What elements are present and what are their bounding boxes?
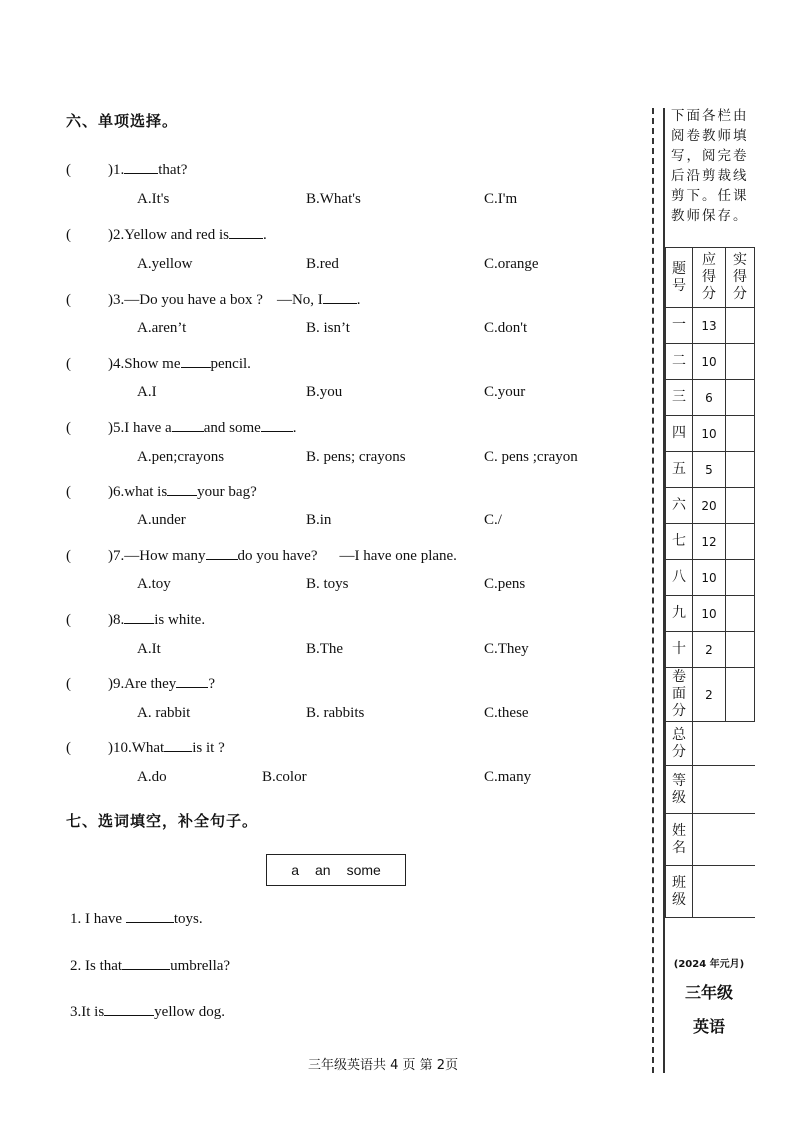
answer-blank[interactable] [126,908,174,923]
word-bank-word: some [346,862,381,878]
option-c: C.don't [484,320,528,336]
question-text: that? [158,162,188,178]
question-text: )7.—How many [108,548,206,564]
row-label: 七 [666,524,693,560]
option-a: A.do [137,769,167,785]
question-text: is it ? [192,740,225,756]
section-title-single-choice: 六、单项选择。 [66,112,179,130]
question-8 [66,609,205,629]
answer-paren[interactable]: ( [66,162,71,178]
word-bank-word: an [314,862,331,878]
answer-blank[interactable] [104,1001,154,1016]
answer-blank[interactable] [124,159,158,174]
row-actual-score-cell[interactable] [726,596,755,632]
question-2 [66,224,267,244]
score-table [665,247,755,918]
word-bank-word: a [291,862,299,878]
cut-line-dashed [652,108,654,1073]
question-text: )3.—Do you have a box ? [108,292,263,308]
answer-paren[interactable]: ( [66,227,71,243]
section-title-fill-in: 七、选词填空，补全句子。 [66,812,259,830]
row-full-score: 13 [693,308,726,344]
option-b: B.in [306,512,332,528]
question-text: your bag? [197,484,257,500]
option-b: B.The [306,641,344,657]
answer-blank[interactable] [167,481,197,496]
question-text: )2.Yellow and red is [108,227,229,243]
question-text: is white. [154,612,206,628]
option-c: C.I'm [484,191,518,207]
row-actual-score-cell[interactable] [726,524,755,560]
answer-blank[interactable] [261,417,293,432]
row-actual-score-cell[interactable] [726,452,755,488]
answer-blank[interactable] [176,673,208,688]
answer-paren[interactable]: ( [66,420,71,436]
row-full-score: 10 [693,344,726,380]
option-a: A.aren’t [137,320,187,336]
row-full-score: 2 [693,668,726,722]
question-9 [66,673,215,693]
answer-paren[interactable]: ( [66,676,71,692]
question-reply: —I have one plane. [339,548,457,564]
answer-paren[interactable]: ( [66,356,71,372]
option-c: C.orange [484,256,539,272]
row-label: 卷 面 分 [666,668,693,722]
option-c: C.many [484,769,532,785]
answer-blank[interactable] [323,289,357,304]
question-7 [66,545,457,565]
answer-paren[interactable]: ( [66,292,71,308]
question-1 [66,159,187,179]
row-label: 三 [666,380,693,416]
student-name-row-cell[interactable] [693,814,755,866]
row-full-score: 10 [693,596,726,632]
answer-blank[interactable] [181,353,211,368]
question-text: )4.Show me [108,356,181,372]
answer-paren[interactable]: ( [66,740,71,756]
answer-blank[interactable] [124,609,154,624]
answer-paren[interactable]: ( [66,548,71,564]
row-actual-score-cell[interactable] [726,344,755,380]
question-10 [66,737,225,757]
question-text: . [262,227,267,243]
question-3 [66,289,361,309]
subject: 英语 [692,1017,725,1036]
class-row-label: 班 级 [666,866,693,918]
fill-sentence-3: 3.It is yellow dog. [70,1001,225,1021]
option-a: A.toy [137,576,171,592]
question-text: )5.I have a [108,420,172,436]
option-a: A.It [137,641,161,657]
question-text: )9.Are they [108,676,177,692]
question-text: . [356,292,361,308]
option-c: C.these [484,705,529,721]
grade-level: 三年级 [684,983,733,1002]
row-full-score: 20 [693,488,726,524]
option-b: B. toys [306,576,349,592]
row-full-score: 12 [693,524,726,560]
question-6 [66,481,257,501]
word-bank-box [266,854,406,886]
option-a: A.under [137,512,186,528]
row-actual-score-cell[interactable] [726,308,755,344]
option-a: A.It's [137,191,170,207]
total-score-row-label: 总 分 [666,722,693,766]
question-text: do you have? [237,548,318,564]
row-actual-score-cell[interactable] [726,560,755,596]
option-b: B. isn’t [306,320,350,336]
option-c: C.your [484,384,526,400]
option-a: A.yellow [137,256,193,272]
option-c: C.They [484,641,529,657]
question-text: ? [208,676,215,692]
row-actual-score-cell[interactable] [726,488,755,524]
question-text: )6.what is [108,484,168,500]
row-full-score: 2 [693,632,726,668]
row-actual-score-cell[interactable] [726,416,755,452]
row-actual-score-cell[interactable] [726,668,755,722]
row-full-score: 5 [693,452,726,488]
fill-sentence-1: 1. I have toys. [70,908,203,928]
answer-blank[interactable] [206,545,238,560]
option-c: C. pens ;crayon [484,449,578,465]
question-text: )1. [108,162,125,178]
row-label: 一 [666,308,693,344]
row-label: 二 [666,344,693,380]
class-row-cell[interactable] [693,866,755,918]
row-actual-score-cell[interactable] [726,632,755,668]
question-5 [66,417,297,437]
exam-date: (2024 年元月) [673,959,745,970]
option-a: A.pen;crayons [137,449,225,465]
answer-blank[interactable] [172,417,204,432]
header-full-score: 应 得 分 [693,248,726,308]
option-c: C.pens [484,576,526,592]
grader-note: 下面各栏由阅卷教师填写，阅完卷后沿剪裁线剪下。任课教师保存。 [671,108,749,224]
option-a: A.I [137,384,157,400]
answer-blank[interactable] [164,737,192,752]
option-b: B. rabbits [306,705,365,721]
answer-paren[interactable]: ( [66,484,71,500]
option-a: A. rabbit [137,705,191,721]
row-label: 十 [666,632,693,668]
question-reply: —No, I [276,292,323,308]
row-full-score: 10 [693,416,726,452]
option-b: B.What's [306,191,361,207]
question-text: and some [203,420,261,436]
page-footer: 三年级英语共 4 页 第 2页 [308,1058,459,1073]
question-text: . [292,420,297,436]
answer-blank[interactable] [229,224,263,239]
row-label: 九 [666,596,693,632]
row-label: 五 [666,452,693,488]
option-b: B. pens; crayons [306,449,406,465]
header-actual-score: 实 得 分 [726,248,755,308]
row-full-score: 10 [693,560,726,596]
option-b: B.you [306,384,343,400]
total-score-row-cell[interactable] [693,722,755,766]
question-text: )10.What [108,740,165,756]
row-label: 四 [666,416,693,452]
row-label: 八 [666,560,693,596]
student-name-row-label: 姓 名 [666,814,693,866]
row-full-score: 6 [693,380,726,416]
grade-row-cell[interactable] [693,766,755,814]
question-text: )8. [108,612,125,628]
option-b: B.color [262,769,307,785]
question-text: pencil. [210,356,251,372]
question-4 [66,353,251,373]
answer-blank[interactable] [122,955,170,970]
header-question-number: 题 号 [666,248,693,308]
row-label: 六 [666,488,693,524]
row-actual-score-cell[interactable] [726,380,755,416]
grade-row-label: 等 级 [666,766,693,814]
option-b: B.red [306,256,339,272]
answer-paren[interactable]: ( [66,612,71,628]
fill-sentence-2: 2. Is that umbrella? [70,955,230,975]
option-c: C./ [484,512,502,528]
